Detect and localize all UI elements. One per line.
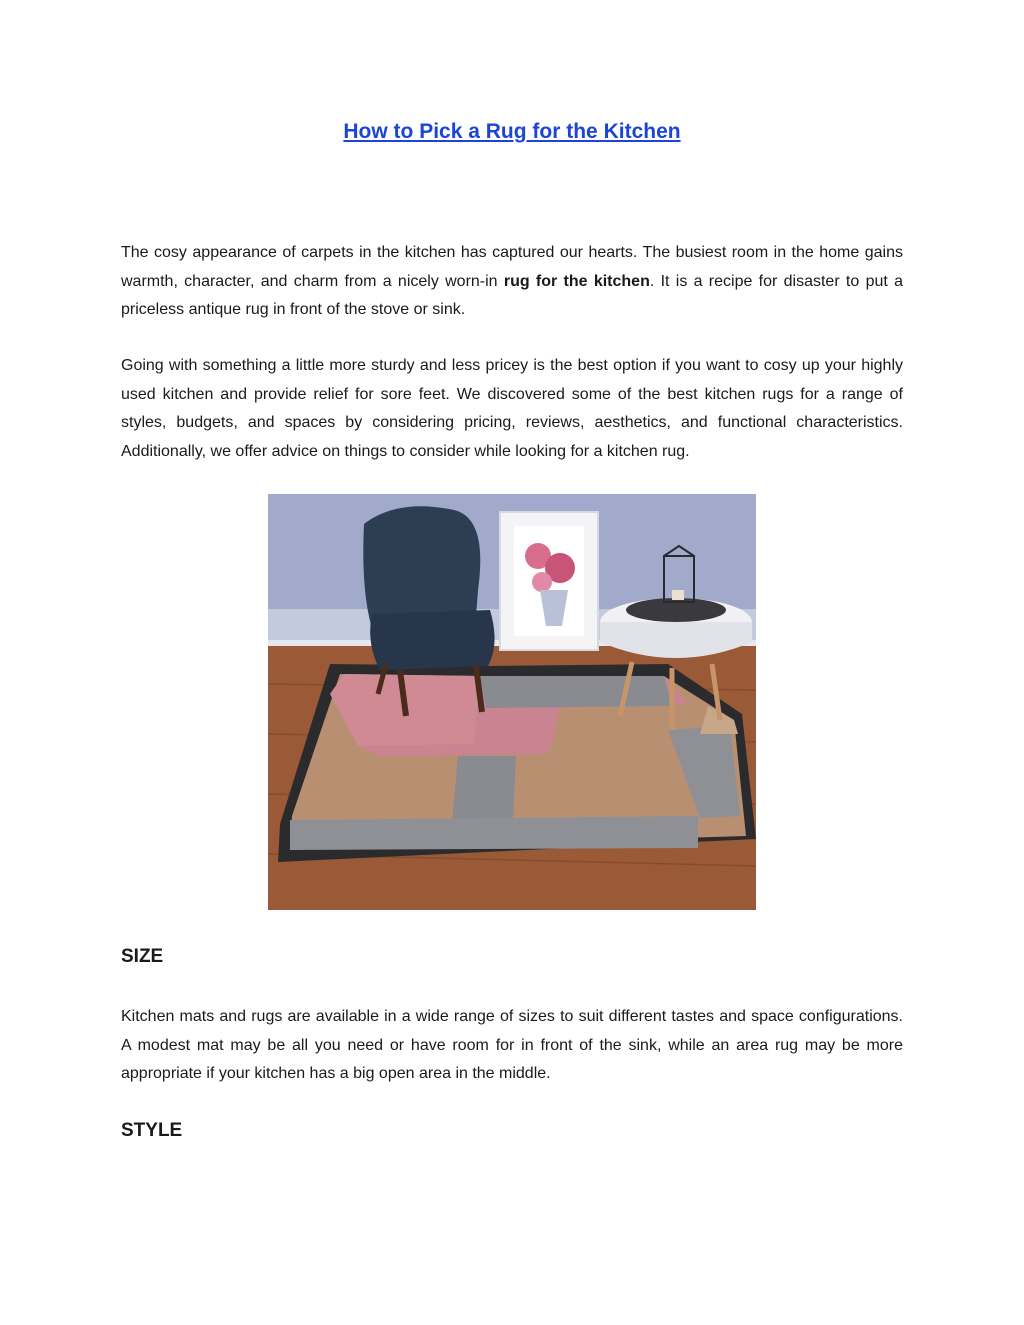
advice-paragraph: Going with something a little more sturdy and less pricey is the best option if you want to cosy up your highly used kitchen and provide relief for sore feet. We discovered some of the best kitchen rugs for a range of styles, budgets, and spaces by considering pricing, reviews, aesthetics, and functional characteristics. Additionally, we offer advice on things to consider while looking for a kitchen rug.	[121, 357, 903, 460]
intro-text-end: . It is a recipe for disaster to put a priceless antique rug in front of the stove or sink.	[121, 272, 903, 318]
page-title	[0, 120, 1024, 144]
intro-text-start: The cosy appearance of carpets in the kitchen has captured our hearts. The busiest room in the home gains warmth, character, and charm from a nicely worn-in	[121, 244, 903, 290]
title-link[interactable]: How to Pick a Rug for the Kitchen	[343, 120, 681, 143]
intro-paragraph	[121, 239, 903, 325]
rug-for-kitchen-bold: rug for the kitchen	[503, 272, 650, 290]
size-heading: SIZE	[121, 946, 164, 967]
style-heading: STYLE	[121, 1120, 183, 1141]
rug-photo	[268, 494, 756, 910]
size-paragraph: Kitchen mats and rugs are available in a wide range of sizes to suit different tastes and space configurations. A modest mat may be all you need or have room for in front of the sink, while an area rug may be more appropriate if your kitchen has a big open area in the middle.	[121, 1008, 903, 1082]
